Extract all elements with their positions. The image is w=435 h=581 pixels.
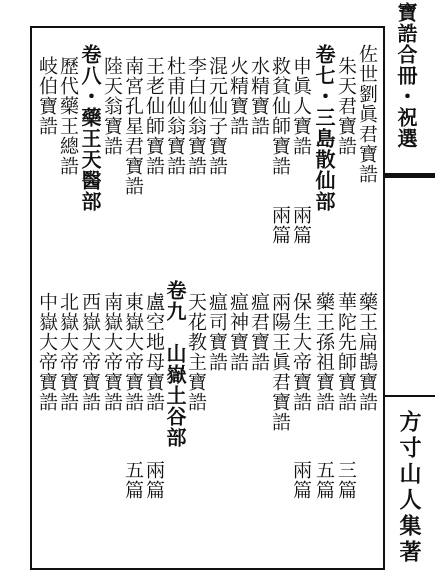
toc-entry: 李白仙翁寶誥 [185,56,207,176]
toc-entry: 朱天君寶誥 [335,56,357,156]
frame-bottom-rule [30,568,385,570]
toc-entry: 水精寶誥 [248,56,270,136]
toc-entry: 瘟神寶誥 [227,292,249,372]
toc-entry: 岐伯寶誥 [36,56,58,136]
toc-entry: 歷代藥王總誥 [57,56,79,176]
toc-count-note: 兩篇 [290,205,312,245]
toc-entry: 保生大帝寶誥 [290,292,312,412]
toc-entry: 救貧仙師寶誥 [269,56,291,176]
toc-entry: 南宮孔星君寶誥 [122,56,144,196]
toc-entry: 混元仙子寶誥 [206,56,228,176]
toc-entry: 東嶽大帝寶誥 [122,292,144,412]
toc-count-note: 五篇 [122,460,144,500]
toc-count-note: 兩篇 [290,460,312,500]
toc-count-note: 三篇 [335,460,357,500]
toc-entry: 盧空地母寶誥 [143,292,165,412]
toc-entry: 杜甫仙翁寶誥 [164,56,186,176]
toc-entry: 中嶽大帝寶誥 [36,292,58,412]
toc-entry: 南嶽大帝寶誥 [101,292,123,412]
toc-entry: 佐世劉眞君寶誥 [356,44,378,184]
toc-entry: 瘟君寶誥 [248,292,270,372]
toc-entry: 陸天翁寶誥 [101,56,123,156]
toc-count-note: 五篇 [313,460,335,500]
toc-section-heading: 卷八・藥王天醫部 [78,44,102,212]
toc-entry: 天花教主寶誥 [185,292,207,412]
toc-entry: 申眞人寶誥 [290,56,312,156]
toc-count-note: 兩篇 [269,205,291,245]
spine-rule-bottom [385,395,435,397]
toc-entry: 藥王扁鵲寶誥 [356,292,378,412]
toc-entry: 藥王孫祖寶誥 [313,292,335,412]
frame-top-rule [30,26,385,28]
toc-entry: 王老仙師寶誥 [143,56,165,176]
frame-left-rule [30,26,32,570]
spine-author: 方寸山人集著 [396,410,422,566]
toc-entry: 西嶽大帝寶誥 [79,292,101,412]
toc-section-heading: 卷七・三島散仙部 [312,44,336,212]
toc-entry: 華陀先師寶誥 [335,292,357,412]
toc-section-heading: 卷九 山嶽土谷部 [163,280,187,448]
spine-rule-top [385,173,435,178]
toc-count-note: 兩篇 [143,460,165,500]
toc-entry: 瘟司寶誥 [206,292,228,372]
toc-entry: 兩陽王眞君寶誥 [269,292,291,432]
toc-entry: 北嶽大帝寶誥 [57,292,79,412]
spine-title: 寶誥合冊・祝選 [394,2,418,149]
toc-entry: 火精寶誥 [227,56,249,136]
